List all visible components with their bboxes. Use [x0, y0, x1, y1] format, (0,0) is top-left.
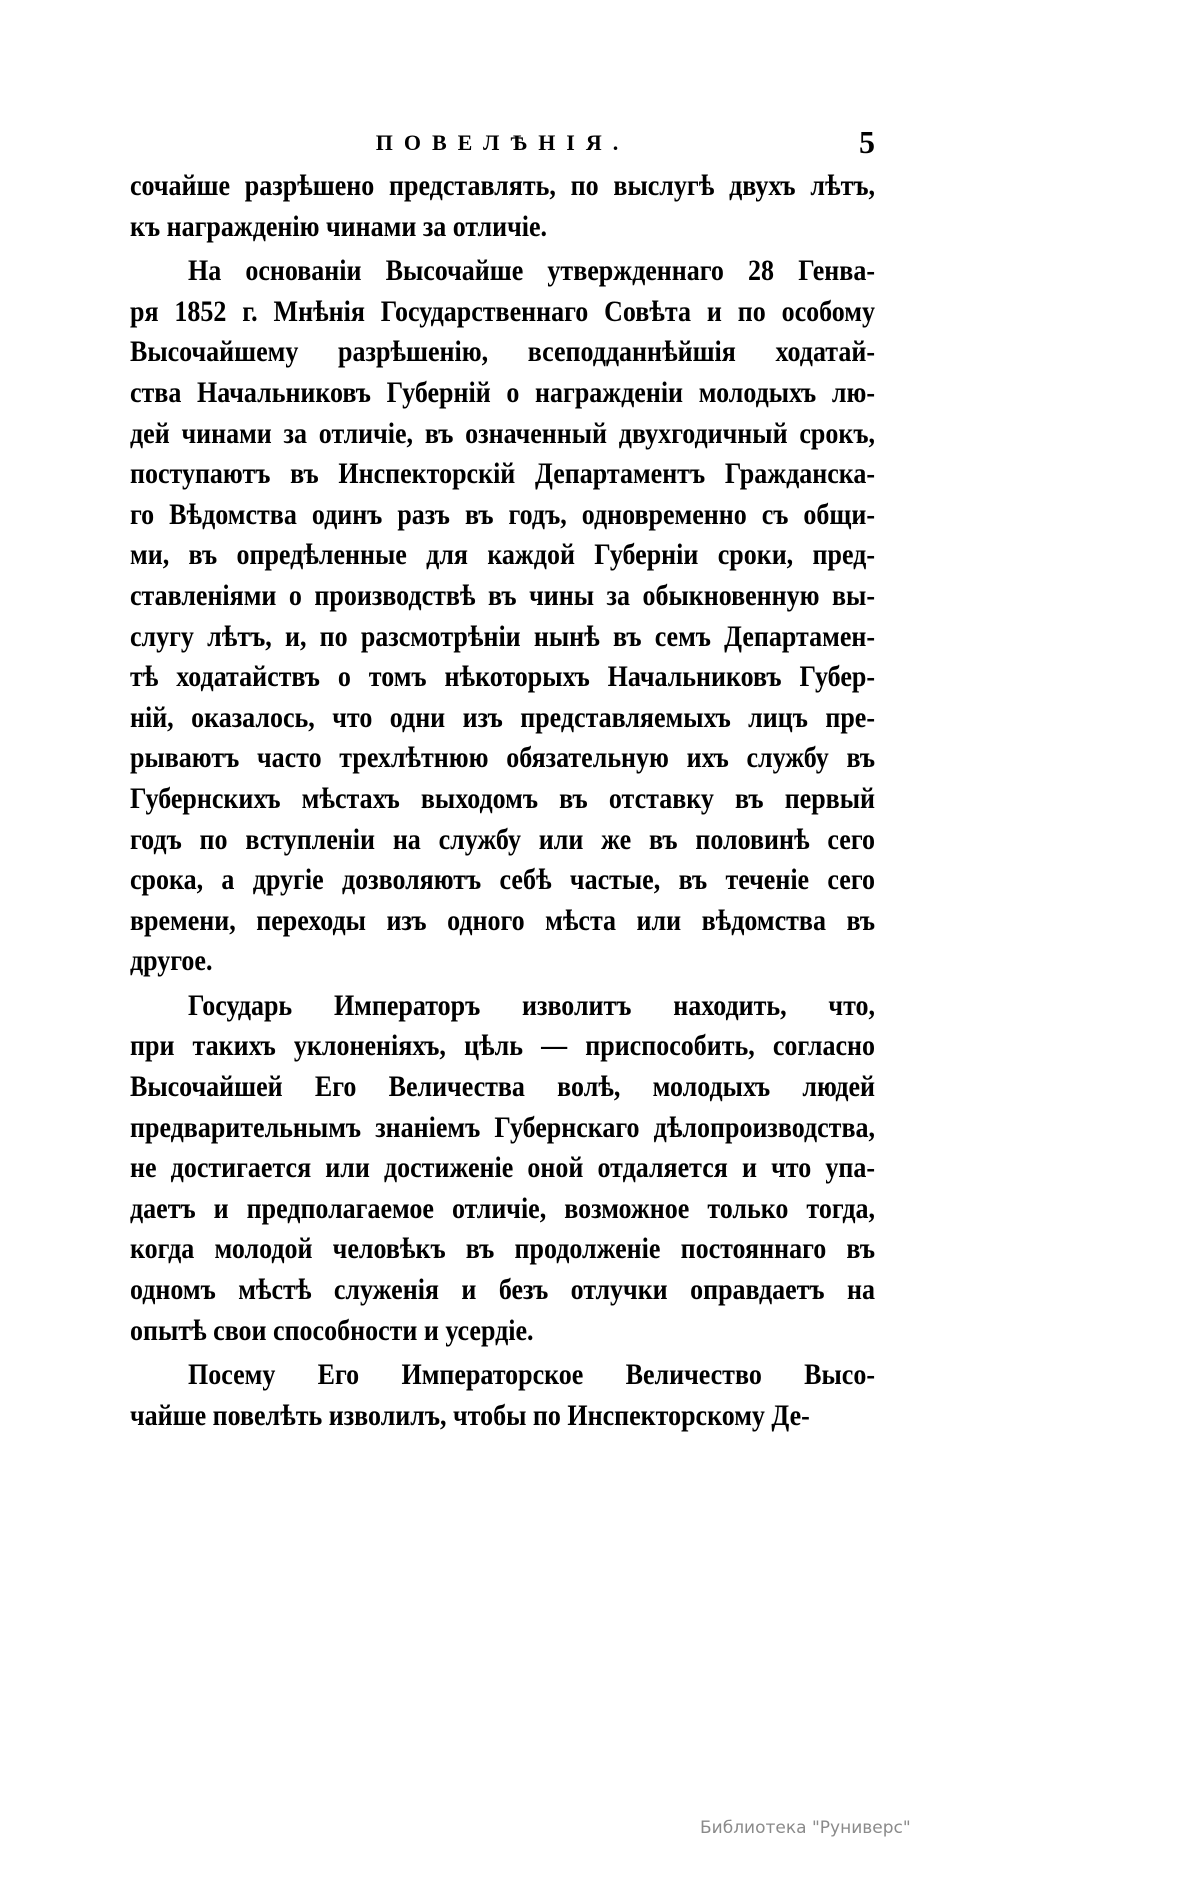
running-head-title: ПОВЕЛѢНІЯ.	[375, 130, 630, 155]
text-line: ставленіями о производствѣ въ чины за обыкновенную вы-	[130, 578, 875, 612]
text-line: даетъ и предполагаемое отличіе, возможное только тогда,	[130, 1191, 875, 1225]
text-line: годъ по вступленіи на службу или же въ половинѣ сего	[130, 822, 875, 856]
text-line: опытѣ свои способности и усердіе.	[130, 1313, 534, 1347]
text-line: не достигается или достиженіе оной отдаляется и что упа-	[130, 1150, 875, 1185]
paragraph	[130, 166, 875, 247]
text-line: срока, а другіе дозволяютъ себѣ частые, въ теченіе сего	[130, 862, 875, 897]
text-line: На основаніи Высочайше утвержденнаго 28 Генва-	[188, 253, 875, 288]
library-watermark: Библиотека "Руниверс"	[700, 1818, 911, 1838]
page-body-text	[130, 166, 875, 1436]
text-line: Губернскихъ мѣстахъ выходомъ въ отставку въ первый	[130, 781, 875, 815]
page-number: 5	[859, 124, 875, 160]
paragraph	[130, 1355, 875, 1436]
text-line: ства Начальниковъ Губерній о награжденіи молодыхъ лю-	[130, 375, 875, 410]
text-line: поступаютъ въ Инспекторскій Департаментъ Гражданска-	[130, 456, 875, 491]
paragraph	[130, 251, 875, 982]
text-line: къ награжденію чинами за отличіе.	[130, 209, 548, 243]
text-line: другое.	[130, 943, 213, 978]
running-head	[130, 124, 875, 162]
text-line: го Вѣдомства одинъ разъ въ годъ, одновременно съ общи-	[130, 497, 875, 531]
text-line: ній, оказалось, что одни изъ представляемыхъ лицъ пре-	[130, 700, 875, 734]
text-line: при такихъ уклоненіяхъ, цѣль — приспособить, согласно	[130, 1029, 875, 1063]
text-line: слугу лѣтъ, и, по разсмотрѣніи нынѣ въ семъ Департамен-	[130, 619, 875, 653]
text-line: Государь Императоръ изволитъ находить, что,	[188, 988, 875, 1022]
text-line: Высочайшей Его Величества волѣ, молодыхъ людей	[130, 1069, 875, 1104]
text-line: рываютъ часто трехлѣтнюю обязательную ихъ службу въ	[130, 741, 875, 775]
text-line: когда молодой человѣкъ въ продолженіе постояннаго въ	[130, 1232, 875, 1266]
text-line: Высочайшему разрѣшенію, всеподданнѣйшія ходатай-	[130, 335, 875, 369]
text-line: дей чинами за отличіе, въ означенный двухгодичный срокъ,	[130, 416, 875, 450]
text-line: Посему Его Императорское Величество Высо-	[188, 1357, 875, 1392]
text-line: времени, переходы изъ одного мѣста или вѣдомства въ	[130, 903, 875, 937]
text-line: одномъ мѣстѣ служенія и безъ отлучки оправдаетъ на	[130, 1272, 875, 1307]
text-line: тѣ ходатайствъ о томъ нѣкоторыхъ Начальниковъ Губер-	[130, 659, 875, 694]
text-line: предварительнымъ знаніемъ Губернскаго дѣлопроизводства,	[130, 1110, 875, 1144]
paragraph	[130, 986, 875, 1351]
text-line: чайше повелѣть изволилъ, чтобы по Инспекторскому Де-	[130, 1398, 810, 1432]
text-line: ми, въ опредѣленные для каждой Губерніи сроки, пред-	[130, 538, 875, 572]
text-line: ря 1852 г. Мнѣнія Государственнаго Совѣта и по особому	[130, 294, 875, 328]
text-line: сочайше разрѣшено представлять, по выслугѣ двухъ лѣтъ,	[130, 168, 875, 203]
